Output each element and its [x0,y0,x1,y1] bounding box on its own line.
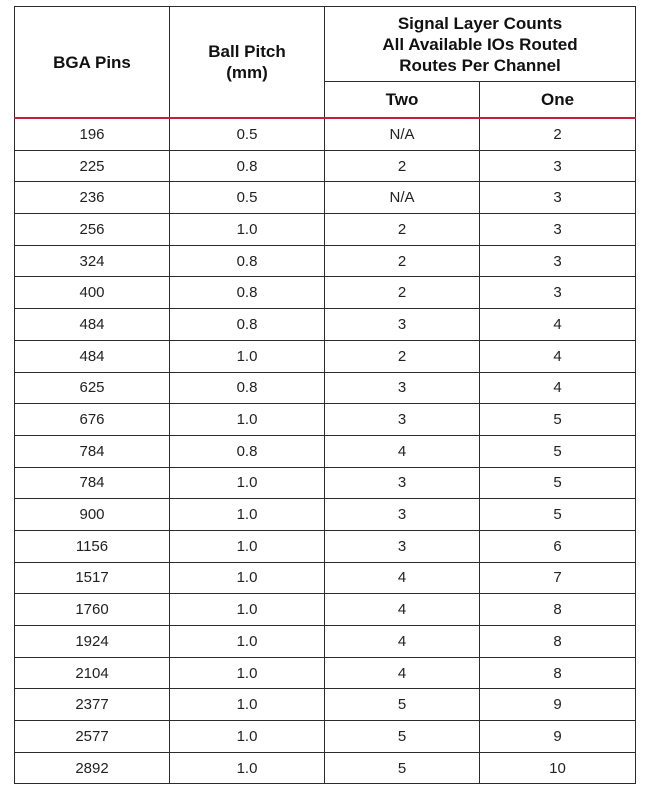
cell-routes-two: 3 [325,309,480,341]
cell-routes-one: 3 [480,277,636,309]
table-row [15,499,636,531]
cell-bga-pins: 196 [15,118,170,150]
cell-routes-two: 2 [325,245,480,277]
cell-routes-one: 2 [480,118,636,150]
cell-routes-one: 5 [480,467,636,499]
header-bga-pins [15,7,170,119]
table-row [15,150,636,182]
table-row [15,435,636,467]
cell-bga-pins: 1156 [15,530,170,562]
cell-ball-pitch: 0.8 [170,245,325,277]
cell-ball-pitch: 0.8 [170,150,325,182]
cell-routes-two: N/A [325,118,480,150]
table-row [15,372,636,404]
cell-routes-one: 9 [480,721,636,753]
cell-ball-pitch: 1.0 [170,562,325,594]
cell-ball-pitch: 1.0 [170,752,325,784]
header-two-label: Two [385,90,419,109]
cell-routes-two: 4 [325,562,480,594]
cell-ball-pitch: 0.8 [170,372,325,404]
cell-bga-pins: 784 [15,435,170,467]
cell-routes-two: 2 [325,214,480,246]
cell-bga-pins: 900 [15,499,170,531]
cell-routes-two: 3 [325,530,480,562]
cell-routes-two: 4 [325,594,480,626]
cell-routes-two: 3 [325,404,480,436]
table-row [15,752,636,784]
cell-ball-pitch: 0.8 [170,309,325,341]
cell-bga-pins: 2577 [15,721,170,753]
cell-bga-pins: 625 [15,372,170,404]
cell-bga-pins: 324 [15,245,170,277]
cell-routes-one: 7 [480,562,636,594]
table-row [15,340,636,372]
cell-routes-two: 3 [325,467,480,499]
cell-ball-pitch: 1.0 [170,214,325,246]
table-row [15,721,636,753]
cell-routes-two: 4 [325,626,480,658]
cell-bga-pins: 484 [15,340,170,372]
header-signal-line2: All Available IOs Routed [382,34,578,54]
header-ball-pitch-line1: Ball Pitch [208,42,286,61]
table-row [15,277,636,309]
table-row [15,530,636,562]
cell-bga-pins: 784 [15,467,170,499]
table-row [15,245,636,277]
header-signal-line1: Signal Layer Counts [397,13,563,33]
cell-ball-pitch: 0.8 [170,435,325,467]
cell-bga-pins: 1760 [15,594,170,626]
cell-bga-pins: 256 [15,214,170,246]
cell-routes-two: 4 [325,435,480,467]
cell-routes-one: 3 [480,182,636,214]
cell-routes-two: 5 [325,721,480,753]
cell-ball-pitch: 0.5 [170,182,325,214]
cell-ball-pitch: 1.0 [170,404,325,436]
cell-bga-pins: 400 [15,277,170,309]
cell-routes-one: 5 [480,499,636,531]
cell-routes-one: 5 [480,435,636,467]
header-one [480,82,636,119]
cell-routes-one: 8 [480,657,636,689]
cell-routes-two: 2 [325,150,480,182]
cell-ball-pitch: 1.0 [170,340,325,372]
table-row [15,657,636,689]
header-row-top [15,7,636,82]
table-row [15,467,636,499]
cell-routes-one: 6 [480,530,636,562]
cell-bga-pins: 1517 [15,562,170,594]
cell-ball-pitch: 1.0 [170,657,325,689]
cell-routes-two: N/A [325,182,480,214]
cell-bga-pins: 2104 [15,657,170,689]
cell-ball-pitch: 1.0 [170,530,325,562]
table-row [15,118,636,150]
table-row [15,182,636,214]
cell-bga-pins: 484 [15,309,170,341]
header-one-label: One [540,90,575,109]
cell-routes-one: 4 [480,340,636,372]
cell-bga-pins: 676 [15,404,170,436]
cell-routes-one: 4 [480,372,636,404]
cell-ball-pitch: 1.0 [170,467,325,499]
cell-routes-one: 9 [480,689,636,721]
cell-routes-one: 3 [480,214,636,246]
cell-routes-two: 3 [325,372,480,404]
cell-ball-pitch: 1.0 [170,689,325,721]
cell-routes-one: 10 [480,752,636,784]
cell-routes-one: 3 [480,245,636,277]
cell-routes-one: 3 [480,150,636,182]
table-row [15,309,636,341]
cell-ball-pitch: 1.0 [170,721,325,753]
cell-routes-one: 8 [480,594,636,626]
cell-routes-two: 4 [325,657,480,689]
cell-bga-pins: 2377 [15,689,170,721]
cell-bga-pins: 2892 [15,752,170,784]
cell-routes-two: 2 [325,277,480,309]
cell-ball-pitch: 1.0 [170,499,325,531]
cell-ball-pitch: 1.0 [170,626,325,658]
table-row [15,626,636,658]
cell-routes-one: 8 [480,626,636,658]
bga-signal-layer-table [14,6,636,784]
cell-ball-pitch: 0.8 [170,277,325,309]
header-ball-pitch-line2: (mm) [226,63,268,82]
table-body [15,118,636,784]
table-row [15,404,636,436]
table-row [15,594,636,626]
cell-bga-pins: 225 [15,150,170,182]
cell-bga-pins: 236 [15,182,170,214]
cell-bga-pins: 1924 [15,626,170,658]
cell-ball-pitch: 1.0 [170,594,325,626]
header-two [325,82,480,119]
cell-routes-one: 5 [480,404,636,436]
header-bga-pins-label: BGA Pins [53,52,131,72]
cell-routes-one: 4 [480,309,636,341]
header-ball-pitch [170,7,325,119]
cell-ball-pitch: 0.5 [170,118,325,150]
table-row [15,689,636,721]
header-signal-layer-counts [325,7,636,82]
header-signal-line3: Routes Per Channel [399,55,561,75]
table-row [15,214,636,246]
cell-routes-two: 3 [325,499,480,531]
table-row [15,562,636,594]
cell-routes-two: 5 [325,752,480,784]
cell-routes-two: 5 [325,689,480,721]
table-header [15,7,636,119]
cell-routes-two: 2 [325,340,480,372]
